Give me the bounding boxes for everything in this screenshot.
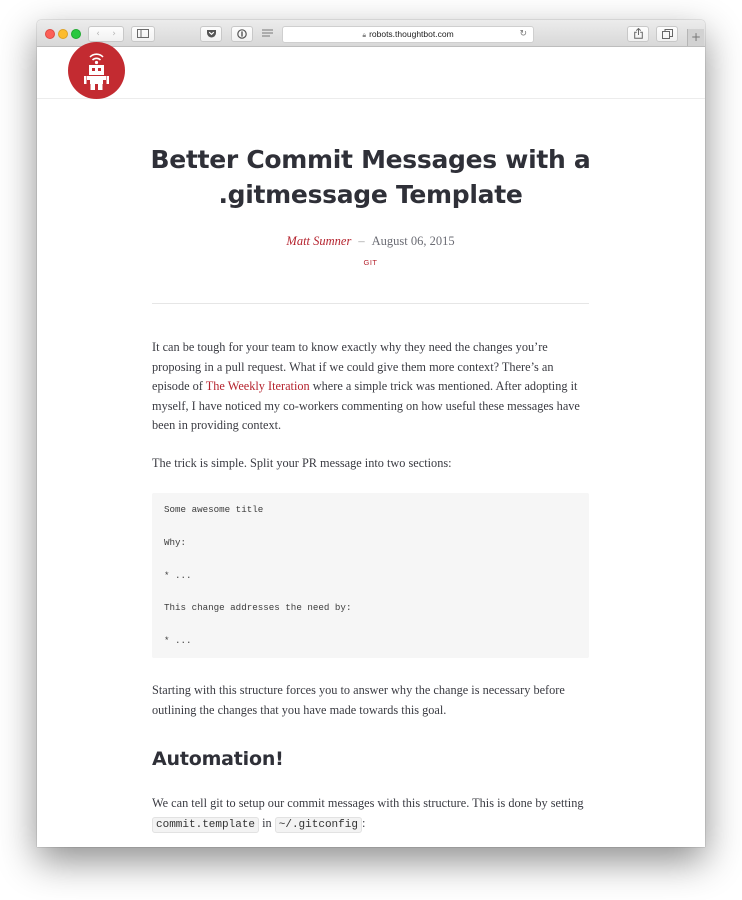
p1-text-after: where a simple trick was mentioned. After adopting it myself, I have noticed my co-workers commenting on how useful these messages have been in providing context.: [152, 379, 580, 433]
p1-text-before: It can be tough for your team to know exactly why they need the changes you’re proposing in a pull request. What if we could give them more context? There’s an episode of: [152, 340, 554, 394]
weekly-iteration-link[interactable]: The Weekly Iteration: [205, 379, 310, 394]
new-tab-button[interactable]: [687, 29, 704, 46]
tag-link[interactable]: GIT: [363, 258, 378, 267]
section-heading: Automation!: [152, 748, 284, 770]
author-link[interactable]: Matt Sumner: [286, 234, 352, 248]
intro-paragraph: [152, 338, 589, 436]
browser-toolbar: [37, 20, 705, 47]
title-line-2: .gitmessage Template: [218, 180, 523, 209]
zoom-window-button[interactable]: [71, 29, 81, 39]
inline-code-gitconfig: ~/.gitconfig: [275, 817, 362, 833]
p4-text-3: :: [361, 816, 366, 830]
minimize-window-button[interactable]: [58, 29, 68, 39]
structure-paragraph: Starting with this structure forces you to answer why the change is necessary before outlining the changes that you have made towards this goal.: [152, 683, 565, 717]
title-line-1: Better Commit Messages with a: [150, 145, 591, 174]
onepassword-button[interactable]: [231, 26, 253, 42]
trick-paragraph: The trick is simple. Split your PR message into two sections:: [152, 456, 452, 470]
divider: [152, 303, 589, 304]
address-bar[interactable]: [282, 26, 534, 43]
share-icon: [634, 28, 643, 39]
sidebar-toggle-button[interactable]: [131, 26, 155, 42]
p4-text-2: in: [259, 816, 275, 830]
robot-icon: [68, 42, 125, 99]
onepassword-icon: [237, 29, 247, 39]
inline-code-commit-template: commit.template: [152, 817, 259, 833]
back-forward-group: [88, 26, 124, 42]
publish-date: August 06, 2015: [371, 234, 455, 248]
code-line: Some awesome title: [164, 504, 264, 515]
meta-separator: –: [358, 234, 365, 248]
lock-icon: 🔒︎: [362, 32, 367, 39]
forward-icon[interactable]: ›: [112, 29, 116, 39]
code-line: Why:: [164, 537, 187, 548]
code-block: [152, 493, 589, 658]
back-icon[interactable]: ‹: [96, 29, 100, 39]
pocket-button[interactable]: [200, 26, 222, 42]
plus-icon: +: [690, 30, 702, 44]
thoughtbot-robot-logo[interactable]: [68, 42, 125, 99]
p4-text-1: We can tell git to setup our commit messages with this structure. This is done by setting: [152, 796, 584, 810]
close-window-button[interactable]: [45, 29, 55, 39]
tabs-icon: [662, 29, 673, 39]
sidebar-icon: [137, 29, 149, 38]
code-line: * ...: [164, 635, 192, 646]
article-title: [112, 142, 629, 212]
share-button[interactable]: [627, 26, 649, 42]
url-text: robots.thoughtbot.com: [369, 29, 454, 39]
code-line: * ...: [164, 570, 192, 581]
reader-button[interactable]: [258, 26, 276, 40]
pocket-icon: [206, 29, 217, 39]
automation-paragraph: [152, 793, 589, 835]
site-header: [37, 47, 705, 99]
browser-window: [37, 20, 705, 847]
code-line: This change addresses the need by:: [164, 602, 352, 613]
tab-overview-button[interactable]: [656, 26, 678, 42]
article-meta: [152, 234, 589, 249]
reader-icon: [262, 29, 273, 38]
reload-icon[interactable]: ↻: [519, 29, 527, 39]
